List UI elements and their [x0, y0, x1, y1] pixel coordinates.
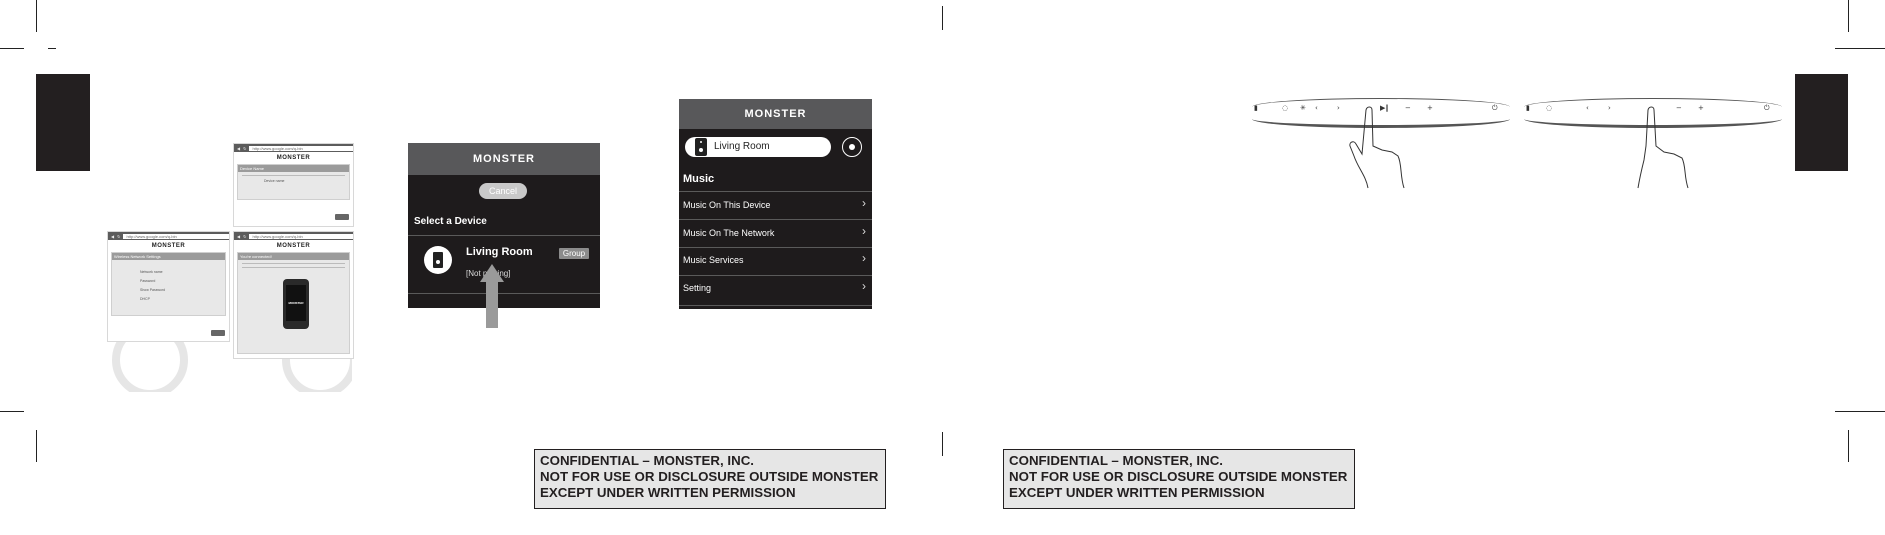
menu-item-label: Setting	[683, 283, 712, 293]
settings-panel	[111, 252, 226, 316]
pause-icon: ▮	[1254, 104, 1258, 112]
crop-mark	[942, 432, 943, 456]
device-select-screen	[408, 143, 600, 308]
music-disc-icon[interactable]	[842, 137, 862, 157]
panel-title: You're connected!	[238, 253, 349, 260]
field-label: Network name	[140, 270, 163, 274]
next-icon: ›	[1337, 104, 1340, 112]
hand-drawing	[1340, 106, 1410, 190]
app-header	[408, 143, 600, 175]
crop-mark	[1848, 430, 1849, 462]
group-button[interactable]: Group	[559, 248, 589, 259]
room-selector[interactable]	[685, 137, 831, 157]
crop-mark	[36, 430, 37, 462]
menu-item-music-services[interactable]	[679, 248, 872, 275]
hand-drawing	[1630, 106, 1700, 190]
app-header	[679, 99, 872, 129]
menu-item-label: Music On This Device	[683, 200, 771, 210]
chevron-right-icon: ›	[862, 279, 866, 293]
notice-line: NOT FOR USE OR DISCLOSURE OUTSIDE MONSTER	[540, 469, 879, 484]
volume-up-icon: +	[1698, 104, 1704, 112]
source-icon: ✳	[1300, 104, 1306, 112]
cancel-button[interactable]: Cancel	[479, 183, 527, 199]
pause-icon: ▮	[1526, 104, 1530, 112]
refresh-icon: ↻	[117, 233, 121, 239]
music-menu-screen	[679, 99, 872, 309]
monster-logo: MONSTER	[276, 155, 311, 161]
volume-down-icon: −	[1676, 104, 1682, 112]
back-icon: ◀	[237, 233, 241, 239]
power-icon: ⏻	[1764, 104, 1770, 112]
hand-illustration-left	[1340, 106, 1410, 190]
wifi-icon: ◌	[1546, 104, 1553, 112]
confidential-notice-right	[1003, 449, 1355, 509]
browser-screenshot-network	[107, 231, 230, 342]
playback-status: [Not playing]	[466, 269, 511, 278]
settings-panel	[237, 252, 350, 354]
side-tab-left	[36, 74, 90, 171]
notice-line: CONFIDENTIAL – MONSTER, INC.	[540, 453, 754, 468]
browser-toolbar	[234, 144, 353, 152]
previous-icon: ‹	[1315, 104, 1318, 112]
monster-logo: MONSTER	[151, 243, 186, 249]
browser-screenshot-connected	[233, 231, 354, 359]
menu-item-label: Music Services	[683, 255, 744, 265]
phone-logo: MONSTER	[286, 285, 306, 321]
crop-mark	[48, 48, 56, 49]
device-row[interactable]	[408, 236, 600, 286]
phone-illustration	[283, 279, 309, 329]
crop-mark	[0, 411, 24, 412]
crop-mark	[942, 6, 943, 30]
pointer-arrow-shaft	[486, 282, 498, 328]
next-button	[335, 214, 349, 220]
chevron-right-icon: ›	[862, 224, 866, 238]
connect-button	[211, 330, 225, 336]
notice-line: NOT FOR USE OR DISCLOSURE OUTSIDE MONSTER	[1009, 469, 1348, 484]
panel-title: Wireless Network Settings	[112, 253, 225, 260]
notice-line: CONFIDENTIAL – MONSTER, INC.	[1009, 453, 1223, 468]
hand-illustration-right	[1630, 106, 1700, 190]
room-name: Living Room	[714, 141, 770, 152]
pointer-arrow	[480, 264, 504, 282]
crop-mark	[1835, 48, 1885, 49]
speaker-icon	[424, 246, 452, 274]
volume-up-icon: +	[1427, 104, 1433, 112]
refresh-icon: ↻	[243, 145, 247, 151]
settings-panel	[237, 164, 350, 200]
play-pause-icon: ▶‖	[1380, 104, 1389, 112]
field-label: Password	[140, 279, 156, 283]
menu-item-music-on-network[interactable]	[679, 220, 872, 247]
monster-logo: MONSTER	[276, 243, 311, 249]
menu-item-music-on-device[interactable]	[679, 192, 872, 219]
url-field: http://www.google.com/q-bin	[123, 234, 229, 239]
notice-line: EXCEPT UNDER WRITTEN PERMISSION	[1009, 485, 1265, 500]
previous-icon: ‹	[1586, 104, 1589, 112]
heading-select-device: Select a Device	[414, 216, 487, 227]
section-music: Music	[683, 173, 715, 185]
wifi-icon: ◌	[1282, 104, 1289, 112]
field-label: Show Password	[140, 288, 166, 292]
field-label: DHCP	[140, 297, 150, 301]
device-name: Living Room	[466, 246, 533, 258]
speaker-icon	[695, 138, 707, 156]
chevron-right-icon: ›	[862, 251, 866, 265]
notice-line: EXCEPT UNDER WRITTEN PERMISSION	[540, 485, 796, 500]
confidential-notice-left	[534, 449, 886, 509]
url-field: http://www.google.com/q-bin	[249, 146, 353, 151]
url-field: http://www.google.com/q-bin	[249, 234, 353, 239]
back-icon: ◀	[111, 233, 115, 239]
next-icon: ›	[1608, 104, 1611, 112]
power-icon: ⏻	[1492, 104, 1498, 112]
field-label: Device name	[264, 179, 285, 183]
menu-divider	[679, 305, 872, 306]
refresh-icon: ↻	[243, 233, 247, 239]
crop-mark	[0, 48, 24, 49]
side-tab-right	[1795, 74, 1848, 171]
monster-logo: MONSTER	[473, 153, 535, 165]
panel-title: Device Name	[238, 165, 349, 172]
browser-toolbar	[108, 232, 229, 240]
crop-mark	[36, 0, 37, 32]
device-row-divider	[408, 293, 600, 294]
menu-item-label: Music On The Network	[683, 228, 775, 238]
volume-down-icon: −	[1405, 104, 1411, 112]
monster-logo: MONSTER	[744, 108, 807, 120]
crop-mark	[1848, 0, 1849, 32]
browser-screenshot-device-name	[233, 143, 354, 227]
chevron-right-icon: ›	[862, 196, 866, 210]
back-icon: ◀	[237, 145, 241, 151]
menu-item-setting[interactable]	[679, 276, 872, 303]
crop-mark	[1835, 411, 1885, 412]
browser-toolbar	[234, 232, 353, 240]
